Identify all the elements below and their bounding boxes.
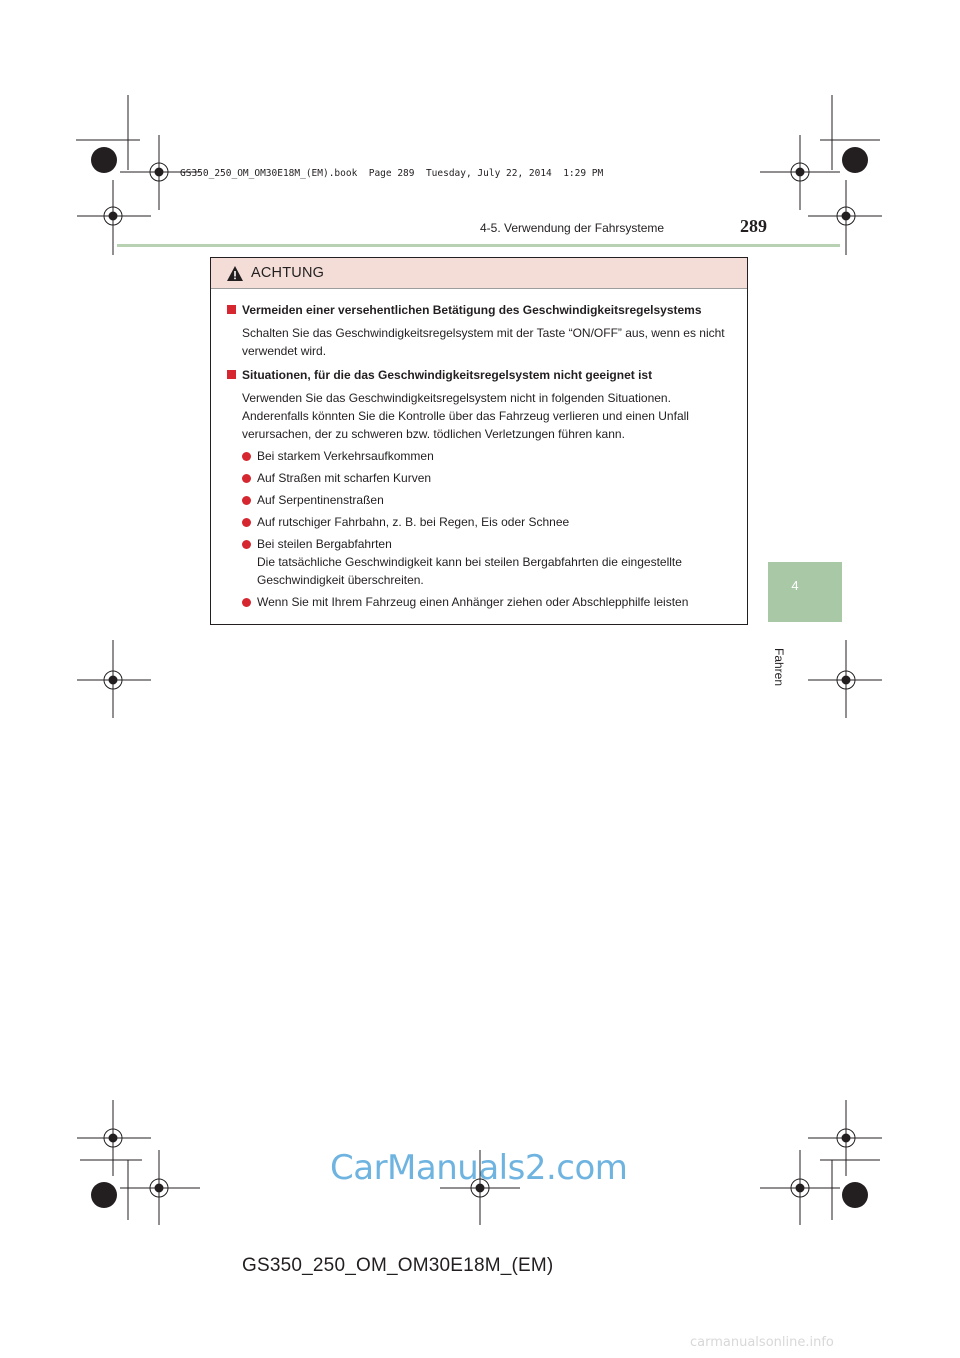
dot-bullet-icon (242, 452, 251, 461)
section-heading-text: Situationen, für die das Geschwindigkeitsregelsystem nicht geeignet ist (242, 368, 653, 382)
dot-bullet-icon (242, 598, 251, 607)
list-item (242, 593, 739, 611)
list-item-title: Bei steilen Bergabfahrten (257, 537, 392, 551)
dot-bullet-icon (242, 540, 251, 549)
list-item-text: Auf rutschiger Fahrbahn, z. B. bei Regen, Eis oder Schnee (257, 515, 570, 529)
header-rule (117, 244, 840, 247)
warning-section (227, 301, 739, 360)
bullet-list (227, 447, 739, 611)
print-header: GS350_250_OM_OM30E18M_(EM).book Page 289 Tuesday, July 22, 2014 1:29 PM (180, 168, 604, 179)
page-number: 289 (740, 216, 767, 236)
list-item-text: Auf Serpentinenstraßen (257, 493, 384, 507)
section-heading (227, 301, 739, 319)
list-item-text: Wenn Sie mit Ihrem Fahrzeug einen Anhänger ziehen oder Abschlepphilfe leisten (257, 595, 689, 609)
warning-body (211, 289, 747, 611)
warning-section (227, 366, 739, 611)
warning-title: ACHTUNG (251, 265, 325, 281)
section-title: 4-5. Verwendung der Fahrsysteme (480, 221, 665, 235)
square-bullet-icon (227, 370, 236, 379)
section-text: Schalten Sie das Geschwindigkeitsregelsystem mit der Taste “ON/OFF” aus, wenn es nicht verwendet wird. (242, 326, 725, 358)
dot-bullet-icon (242, 496, 251, 505)
warning-header (211, 258, 747, 289)
list-item (242, 491, 739, 509)
list-item-text: Auf Straßen mit scharfen Kurven (257, 471, 432, 485)
square-bullet-icon (227, 305, 236, 314)
list-item (242, 447, 739, 465)
list-item-note: Die tatsächliche Geschwindigkeit kann bei steilen Bergabfahrten die eingestellte Geschwindigkeit überschreiten. (257, 555, 682, 587)
list-item (242, 513, 739, 531)
list-item-text (257, 535, 739, 589)
section-text: Verwenden Sie das Geschwindigkeitsregelsystem nicht in folgenden Situationen. Anderenfalls könnten Sie die Kontrolle über das Fahrzeug verlieren und einen Unfall verursachen, der zu schweren bzw. tödlichen Verletzungen führen kann. (242, 391, 689, 441)
list-item (242, 535, 739, 589)
warning-triangle-icon (227, 266, 243, 281)
footer-code: GS350_250_OM_OM30E18M_(EM) (242, 1255, 554, 1276)
list-item (242, 469, 739, 487)
warning-box (210, 257, 748, 625)
watermark-footer[interactable]: carmanualsonline.info (690, 1335, 834, 1350)
list-item-text: Bei starkem Verkehrsaufkommen (257, 449, 434, 463)
dot-bullet-icon (242, 474, 251, 483)
dot-bullet-icon (242, 518, 251, 527)
section-heading (227, 366, 739, 384)
chapter-label: Fahren (772, 648, 786, 687)
chapter-number: 4 (791, 578, 799, 593)
section-heading-text: Vermeiden einer versehentlichen Betätigung des Geschwindigkeitsregelsystems (242, 303, 702, 317)
watermark-logo[interactable]: CarManuals2.com (330, 1148, 628, 1188)
